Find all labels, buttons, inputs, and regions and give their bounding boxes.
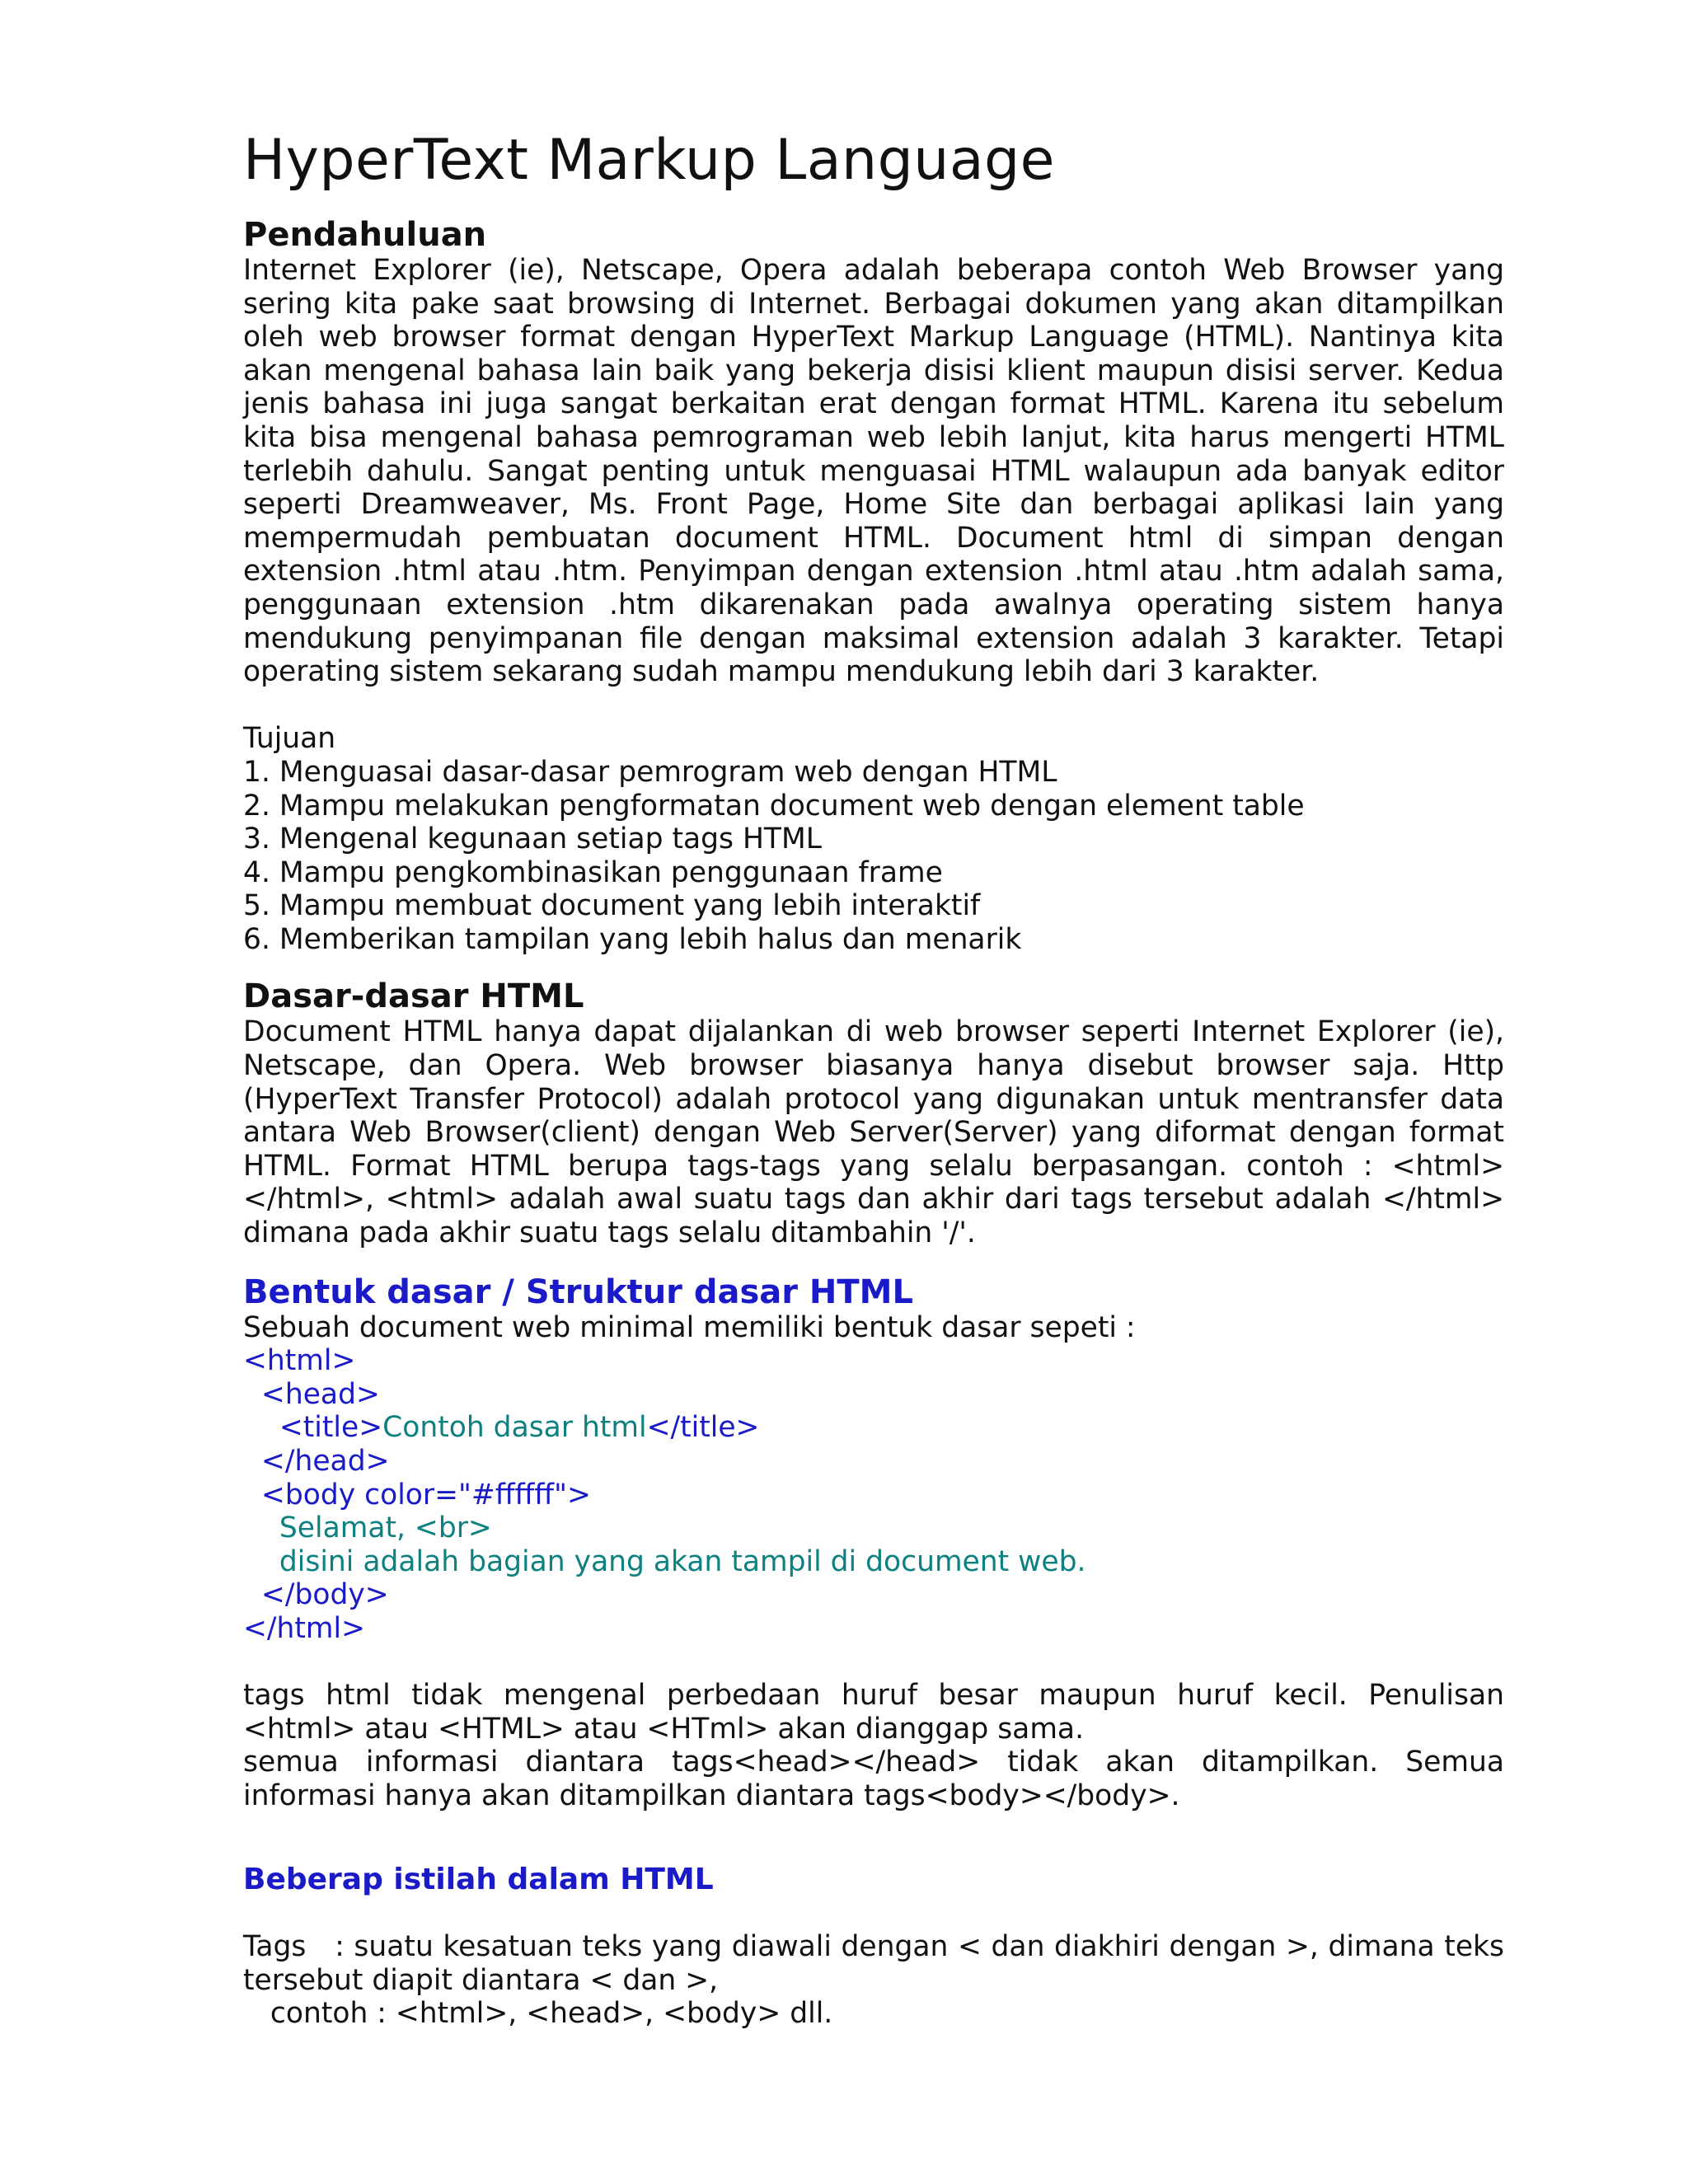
code-line: <html> [243, 1344, 356, 1378]
istilah-tags [243, 1930, 1513, 1997]
tujuan-item: 3. Mengenal kegunaan setiap tags HTML [243, 823, 822, 856]
tujuan-item: 2. Mampu melakukan pengformatan document web dengan element table [243, 789, 1305, 823]
code-line: Selamat, <br> [243, 1511, 492, 1545]
heading-dasar-html: Dasar-dasar HTML [243, 977, 584, 1016]
paragraph-note-body: semua informasi diantara tags<head></head> tidak akan ditampilkan. Semua informasi hanya akan ditampilkan diantara tags<body></body>. [243, 1746, 1504, 1812]
spacer [243, 1646, 1504, 1680]
heading-pendahuluan: Pendahuluan [243, 216, 487, 254]
spacer [243, 1897, 1504, 1931]
tujuan-section [243, 722, 1504, 956]
document-page [243, 124, 1513, 2031]
istilah-example: contoh : <html>, <head>, <body> dll. [243, 1997, 833, 2031]
code-text: Contoh dasar html [382, 1411, 647, 1445]
code-line: <head> [243, 1377, 380, 1411]
tujuan-label: Tujuan [243, 722, 336, 756]
page-title: HyperText Markup Language [243, 128, 1056, 193]
tujuan-item: 5. Mampu membuat document yang lebih interaktif [243, 889, 981, 923]
code-example [243, 1344, 1504, 1645]
heading-struktur-dasar: Bentuk dasar / Struktur dasar HTML [243, 1272, 913, 1311]
paragraph-pendahuluan: Internet Explorer (ie), Netscape, Opera adalah beberapa contoh Web Browser yang sering kita pake saat browsing di Internet. Berbagai dokumen yang akan ditampilkan oleh web browser format dengan HyperText Markup Language (HTML). Nantinya kita akan mengenal bahasa lain baik yang bekerja disisi klient maupun disisi server. Kedua jenis bahasa ini juga sangat berkaitan erat dengan format HTML. Karena itu sebelum kita bisa mengenal bahasa pemrograman web lebih lanjut, kita harus mengerti HTML terlebih dahulu. Sangat penting untuk menguasai HTML walaupun ada banyak editor seperti Dreamweaver, Ms. Front Page, Home Site dan berbagai aplikasi lain yang mempermudah pembuatan document HTML. Document html di simpan dengan extension .html atau .htm. Penyimpan dengan extension .html atau .htm adalah sama, penggunaan extension .htm dikarenakan pada awalnya operating sistem hanya mendukung penyimpanan file dengan maksimal extension adalah 3 karakter. Tetapi operating sistem sekarang sudah mampu mendukung lebih dari 3 karakter. [243, 254, 1504, 689]
tujuan-item: 4. Mampu pengkombinasikan penggunaan frame [243, 855, 943, 889]
tujuan-item: 6. Memberikan tampilan yang lebih halus dan menarik [243, 922, 1022, 956]
paragraph-dasar-html: Document HTML hanya dapat dijalankan di web browser seperti Internet Explorer (ie), Netscape, dan Opera. Web browser biasanya hanya disebut browser saja. Http (HyperText Transfer Protocol) adalah protocol yang digunakan untuk mentransfer data antara Web Browser(client) dengan Web Server(Server) yang diformat dengan format HTML. Format HTML berupa tags-tags yang selalu berpasangan. contoh : <html></html>, <html> adalah awal suatu tags dan akhir dari tags tersebut adalah </html> dimana pada akhir suatu tags selalu ditambahin '/'. [243, 1015, 1504, 1250]
code-line: </body> [243, 1578, 389, 1612]
code-line: <body color="#ffffff"> [243, 1478, 591, 1511]
tujuan-item: 1. Menguasai dasar-dasar pemrogram web dengan HTML [243, 755, 1057, 789]
istilah-term: Tags [243, 1930, 307, 1964]
code-line [243, 1411, 1504, 1445]
struktur-intro: Sebuah document web minimal memiliki bentuk dasar sepeti : [243, 1310, 1136, 1344]
code-line: disini adalah bagian yang akan tampil di document web. [243, 1544, 1086, 1578]
spacer [243, 689, 1504, 723]
code-tag: </title> [646, 1411, 760, 1445]
code-tag: <title> [243, 1411, 383, 1445]
code-line: </html> [243, 1611, 366, 1645]
paragraph-note-case: tags html tidak mengenal perbedaan huruf besar maupun huruf kecil. Penulisan <html> atau <HTML> atau <HTml> akan dianggap sama. [243, 1679, 1504, 1746]
heading-istilah: Beberap istilah dalam HTML [243, 1862, 714, 1896]
istilah-definition: : suatu kesatuan teks yang diawali dengan < dan diakhiri dengan >, dimana teks tersebut diapit diantara < dan >, [243, 1930, 1513, 1997]
code-line: </head> [243, 1445, 390, 1478]
